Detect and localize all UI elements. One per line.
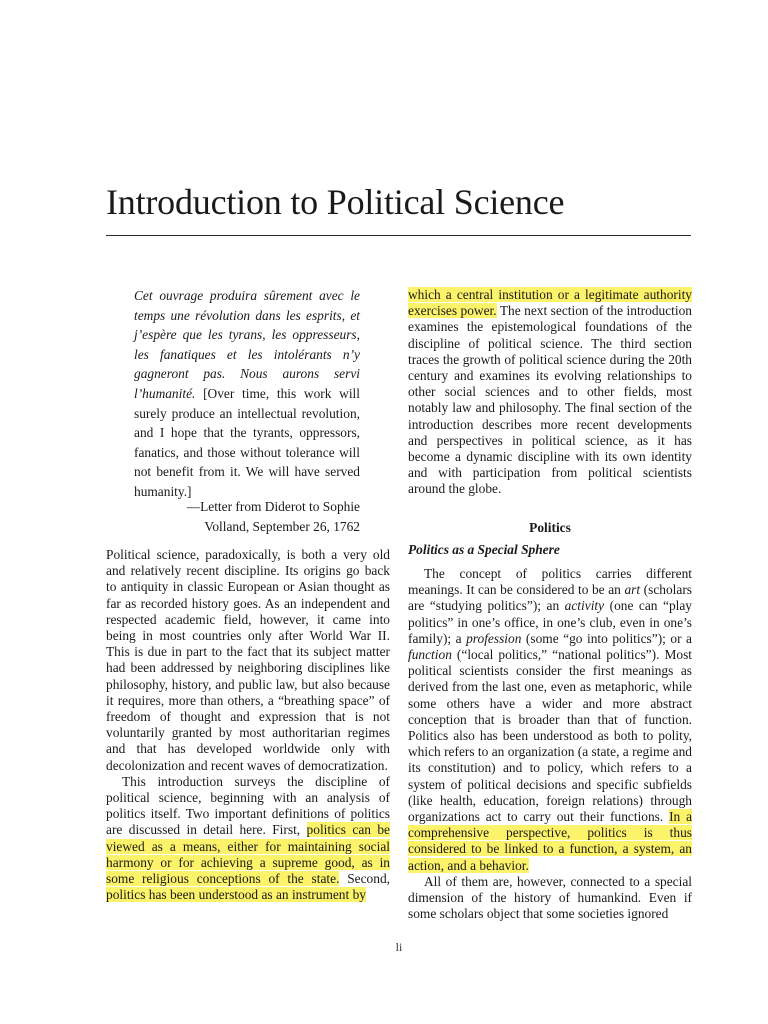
highlight-instrument: politics has been understood as an instrument by	[106, 887, 366, 903]
right-column-top	[408, 287, 692, 498]
left-paragraph-2	[106, 774, 390, 904]
page-number: li	[395, 940, 403, 954]
right-p1-text-d: (some “go into politics”); or a	[521, 630, 692, 646]
term-art: art	[624, 582, 641, 598]
right-paragraph-2: All of them are, however, connected to a special dimension of the history of humankind. Even if some scholars object that some societies ignored	[408, 873, 692, 922]
right-top-text: The next section of the introduction examines the epistemological foundations of the discipline of political science. The third section traces the growth of political science during the 20th century and examines its evolving relationships to other social sciences and to other fields, most notably law and philosophy. The final section of the introduction describes more recent developments and perspectives in political science, as it has become a dynamic discipline with its own identity and with participation from political scientists around the globe.	[408, 303, 692, 497]
term-profession: profession	[466, 630, 522, 646]
title-rule	[106, 235, 691, 236]
right-p1-text-c: (one can “play politics” in one’s office, in one’s club, even in one’s family); a	[408, 598, 693, 646]
right-column-body	[408, 566, 692, 922]
attribution-line-1: —Letter from Diderot to Sophie	[186, 499, 360, 514]
epigraph-translation: [Over time, this work will surely produce an intellectual revolution, and I hope that the tyrants, oppressors, fanatics, and those without tolerance will not benefit from it. We will have served humanity.]	[134, 385, 360, 499]
right-p1-text-e: (“local politics,” “national politics”). Most political scientists consider the first meanings as derived from the last one, even as metaphoric, while some others have a wider and more abstract conception that is broader than that of function. Politics also has been understood as both to polity, which refers to an organization (a state, a regime and its constitution) and to policy, which refers to a system of political decisions and specific subfields (like health, education, foreign relations) through organizations act to carry out their functions.	[408, 647, 692, 825]
right-paragraph-1	[408, 566, 692, 874]
left-p2-mid: Second,	[339, 871, 390, 887]
highlight-means: politics can be viewed as a means, either for maintaining social harmony or for achieving a supreme good, as in some religious conceptions of the state.	[106, 822, 390, 887]
attribution-line-2: Volland, September 26, 1762	[204, 519, 360, 534]
term-activity: activity	[564, 598, 605, 614]
highlight-comprehensive: In a comprehensive perspective, politics is thus considered to be linked to a function, a system, an action, and a behavior.	[408, 809, 693, 873]
page-title: Introduction to Political Science	[106, 182, 565, 222]
epigraph	[134, 286, 360, 502]
right-p1-text-b: (scholars are “studying politics”); an	[408, 582, 693, 614]
left-p2-text: This introduction surveys the discipline of political science, beginning with an analysis of politics itself. Two important definitions of politics are discussed in detail here. First,	[106, 773, 390, 838]
section-heading-politics: Politics	[529, 520, 571, 535]
right-p1-text-a: The concept of politics carries different meanings. It can be considered to be an	[408, 566, 692, 598]
left-paragraph-1: Political science, paradoxically, is both a very old and relatively recent discipline. Its origins go back to antiquity in classic European or Asian thought as far as recorded history goes. As an independent and respected academic field, however, it came into being in most countries only after World War II. This is due in part to the fact that its subject matter had been addressed by neighboring disciplines like philosophy, history, and public law, but also because it requires, more than others, a “breathing space” of freedom of thought and expression that is not voluntarily granted by most authoritarian regimes and that has developed worldwide only with decolonization and recent waves of democratization.	[106, 547, 390, 773]
highlight-authority: which a central institution or a legitimate authority exercises power.	[408, 287, 692, 319]
term-function: function	[408, 647, 452, 663]
subsection-heading: Politics as a Special Sphere	[408, 542, 560, 557]
epigraph-french: Cet ouvrage produira sûrement avec le temps une révolution dans les esprits, et j’espère que les tyrans, les oppresseurs, les fanatiques et les intolérants n’y gagneront pas. Nous aurons servi l’humanité.	[134, 288, 360, 401]
left-column-body	[106, 547, 390, 903]
right-top-paragraph	[408, 287, 692, 498]
epigraph-attribution	[134, 497, 360, 537]
